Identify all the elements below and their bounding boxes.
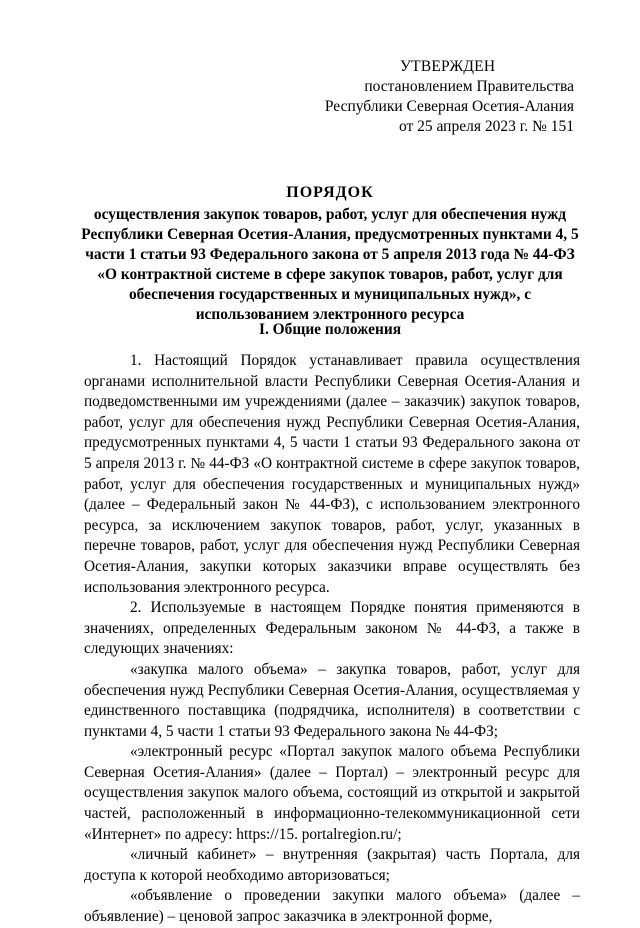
document-subtitle-line: использованием электронного ресурса	[195, 306, 465, 323]
paragraph: 1. Настоящий Порядок устанавливает правила осуществления органами исполнительной власти Республики Северная Осетия-Алания и подведомственными им учреждениями (далее – заказчик) закупок товаров, работ, услуг для обеспечения нужд Республики Северная Осетия-Алания, предусмотренных пунктами 4, 5 части 1 статьи 93 Федерального закона от 5 апреля 2013 г. № 44-ФЗ «О контрактной системе в сфере закупок товаров, работ, услуг для обеспечения государственных и муниципальных нужд» (далее – Федеральный закон № 44-ФЗ), с использованием электронного ресурса, за исключением закупок товаров, работ, услуг, указанных в перечне товаров, работ, услуг для обеспечения нужд Республики Северная Осетия-Алания, закупки которых заказчики вправе осуществлять без использования электронного ресурса.	[84, 352, 580, 596]
document-subtitle-line: Республики Северная Осетия-Алания, предусмотренных пунктами 4, 5	[81, 226, 579, 243]
approval-stamp	[318, 57, 574, 137]
approval-line-3: от 25 апреля 2023 г. № 151	[398, 118, 574, 135]
document-title: ПОРЯДОК	[286, 184, 374, 201]
document-body	[84, 351, 580, 928]
approval-line-2: Республики Северная Осетия-Алания	[324, 98, 574, 115]
paragraph: «личный кабинет» – внутренняя (закрытая) часть Портала, для доступа к которой необходимо авторизоваться;	[84, 846, 580, 884]
document-subtitle-line: «О контрактной системе в сфере закупок товаров, работ, услуг для	[97, 266, 563, 283]
paragraph: «закупка малого объема» – закупка товаров, работ, услуг для обеспечения нужд Республики Северная Осетия-Алания, осуществляемая у единственного поставщика (подрядчика, исполнителя) в соответствии с пунктами 4, 5 части 1 статьи 93 Федерального закона № 44-ФЗ;	[84, 660, 580, 740]
document-subtitle-line: обеспечения государственных и муниципальных нужд», с	[128, 286, 532, 303]
document-subtitle-line: осуществления закупок товаров, работ, услуг для обеспечения нужд	[93, 206, 567, 223]
paragraph: 2. Используемые в настоящем Порядке понятия применяются в значениях, определенных Федеральным законом № 44-ФЗ, а также в следующих значениях:	[84, 599, 580, 658]
paragraph: «электронный ресурс «Портал закупок малого объема Республики Северная Осетия-Алания» (далее – Портал) – электронный ресурс для осуществления закупок малого объема, состоящий из открытой и закрытой частей, расположенный в информационно-телекоммуникационной сети «Интернет» по адресу: https://15. portalregion.ru/;	[84, 743, 580, 843]
approval-line-1: постановлением Правительства	[364, 78, 574, 95]
document-subtitle-line: части 1 статьи 93 Федерального закона от 5 апреля 2013 года № 44-ФЗ	[85, 246, 575, 263]
section-heading: I. Общие положения	[258, 321, 402, 338]
paragraph: «объявление о проведении закупки малого объема» (далее – объявление) – ценовой запрос заказчика в электронной форме,	[84, 887, 580, 926]
approval-title: УТВЕРЖДЕН	[400, 58, 496, 75]
document-title-block	[80, 183, 580, 325]
